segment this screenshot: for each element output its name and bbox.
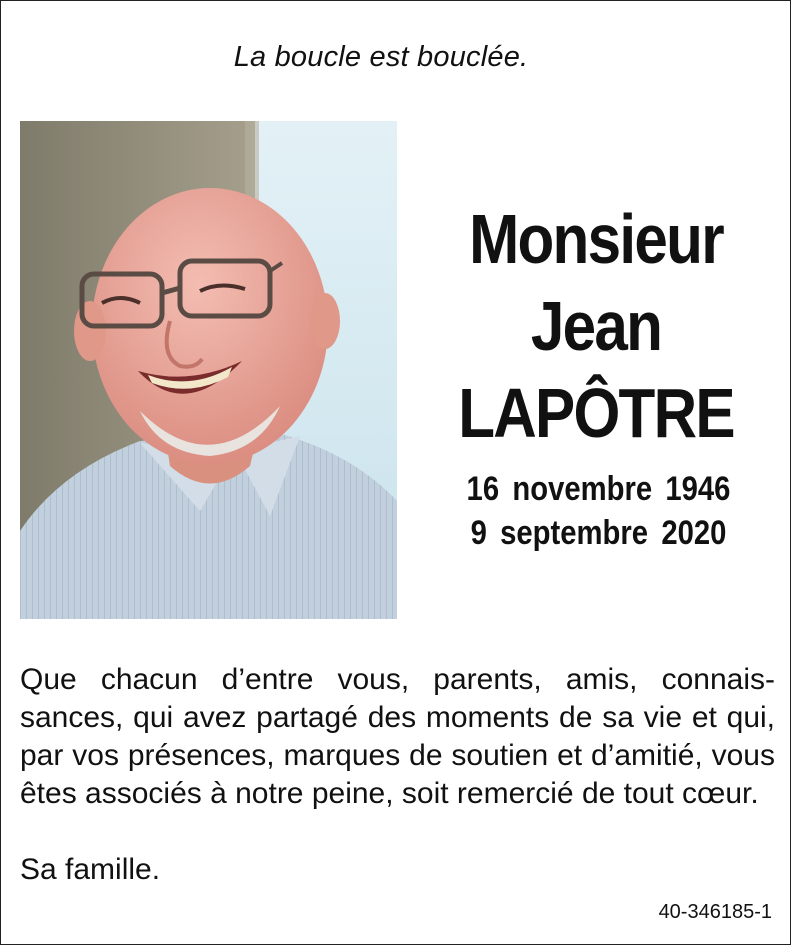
name-first: Jean [530, 287, 662, 365]
birth-date: 16 novembre 1946 [466, 470, 731, 508]
thanks-message: Que chacun d’entre vous, parents, amis, connais-sances, qui avez partagé des moments de sa vie et qui, par vos présences, marques de soutien et d’amitié, vous êtes associés à notre peine, soit remercié de tout cœur. [20, 663, 775, 810]
name-last: LAPÔTRE [458, 374, 734, 452]
portrait-photo [20, 121, 397, 619]
death-date: 9 septembre 2020 [470, 514, 727, 552]
reference-number: 40-346185-1 [658, 901, 772, 923]
epigraph: La boucle est bouclée. [233, 41, 529, 73]
deceased-name [437, 196, 755, 457]
life-dates [446, 467, 751, 555]
name-title: Monsieur [469, 200, 723, 278]
signature: Sa famille. [20, 853, 161, 886]
